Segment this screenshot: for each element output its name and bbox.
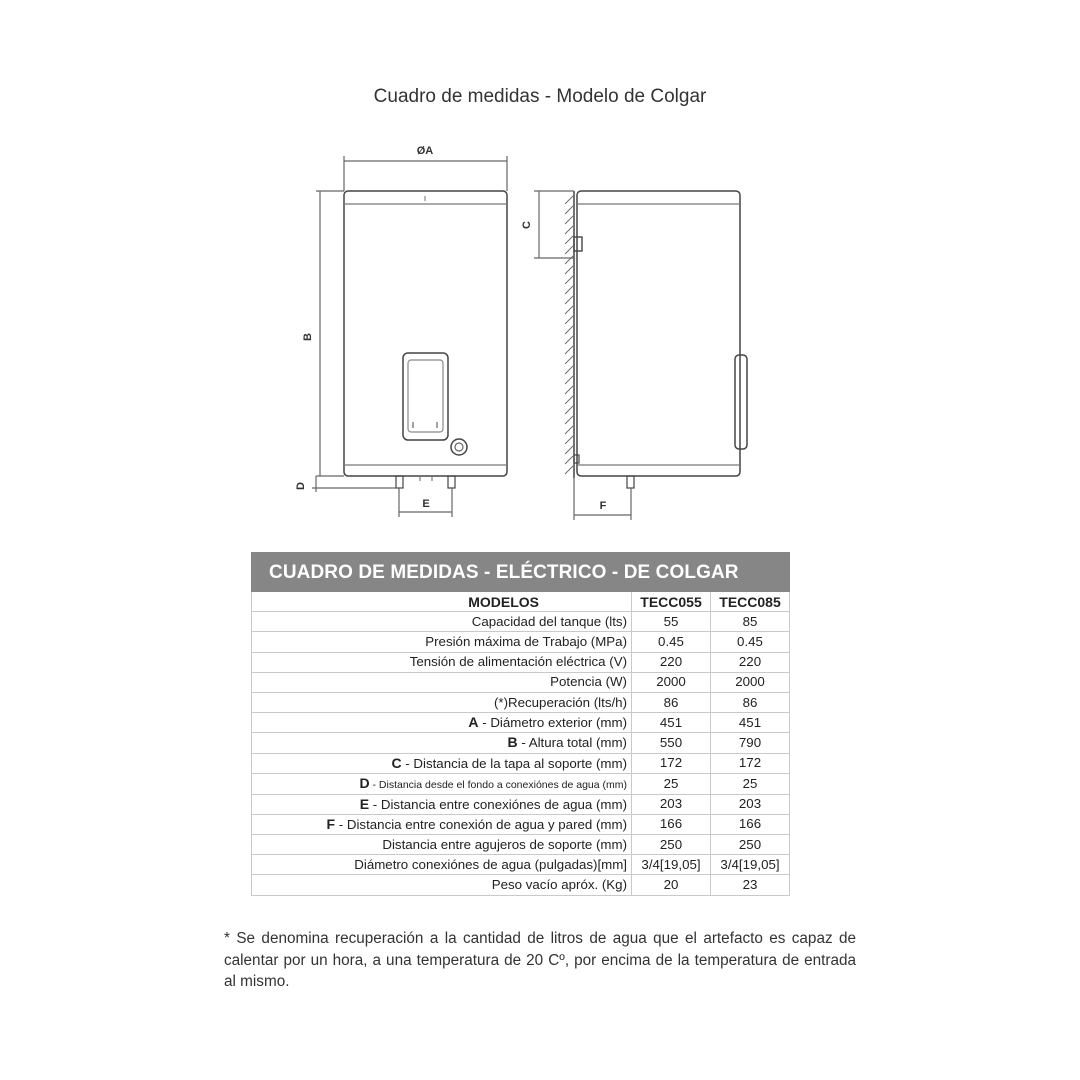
row-value: 2000: [711, 672, 790, 692]
table-row: [252, 753, 790, 773]
dimension-key: C: [391, 754, 402, 771]
wall-hatching: [565, 196, 573, 474]
specs-table: [251, 592, 790, 896]
row-label-text: Distancia entre agujeros de soporte (mm): [382, 836, 627, 852]
row-label-text: Potencia (W): [550, 674, 627, 690]
row-label: [252, 733, 632, 753]
label-b: B: [302, 333, 314, 341]
table-row: [252, 733, 790, 753]
models-header: MODELOS: [252, 592, 632, 612]
dimension-key: A: [468, 714, 479, 731]
row-value: 3/4[19,05]: [711, 855, 790, 875]
row-value: 3/4[19,05]: [632, 855, 711, 875]
row-value: 172: [711, 753, 790, 773]
row-value: 250: [632, 835, 711, 855]
table-header-row: [252, 592, 790, 612]
row-value: 172: [632, 753, 711, 773]
side-water-connection: [627, 476, 634, 488]
table-row: [252, 672, 790, 692]
row-label-text: Peso vacío apróx. (Kg): [491, 877, 627, 893]
specs-table-container: [251, 552, 790, 896]
row-value: 203: [632, 794, 711, 814]
table-row: [252, 773, 790, 794]
row-label: [252, 753, 632, 773]
row-label: [252, 855, 632, 875]
label-f: F: [599, 500, 607, 512]
row-value: 86: [711, 692, 790, 712]
row-label: [252, 713, 632, 733]
row-label-text: - Altura total (mm): [517, 735, 627, 751]
model-header: TECC055: [632, 592, 711, 612]
row-label: [252, 794, 632, 814]
support-bracket: [574, 237, 582, 251]
row-value: 0.45: [711, 632, 790, 652]
label-e: E: [422, 498, 430, 510]
row-label-text: - Diámetro exterior (mm): [478, 715, 627, 731]
table-row: [252, 875, 790, 895]
row-label: [252, 835, 632, 855]
row-value: 86: [632, 692, 711, 712]
row-label: [252, 652, 632, 672]
row-value: 203: [711, 794, 790, 814]
water-outlet: [448, 476, 455, 488]
row-value: 220: [632, 652, 711, 672]
footnote: * Se denomina recuperación a la cantidad de litros de agua que el artefacto es capaz de calentar por un hora, a una temperatura de 20 Cº, por encima de la temperatura de entrada al mismo.: [224, 930, 856, 990]
label-d: D: [295, 482, 307, 490]
side-view: [534, 191, 747, 520]
row-label: [252, 814, 632, 834]
thermostat-knob: [451, 439, 467, 455]
row-value: 85: [711, 612, 790, 632]
row-value: 25: [632, 773, 711, 794]
specs-table-title: CUADRO DE MEDIDAS - ELÉCTRICO - DE COLGAR: [251, 552, 790, 592]
water-inlet: [396, 476, 403, 488]
table-row: [252, 652, 790, 672]
row-value: 451: [711, 713, 790, 733]
side-control-panel: [735, 355, 747, 449]
row-label-text: Presión máxima de Trabajo (MPa): [425, 633, 627, 649]
front-tank-body: [344, 191, 507, 476]
dimension-key: F: [326, 815, 336, 832]
table-row: [252, 814, 790, 834]
row-value: 0.45: [632, 632, 711, 652]
row-value: 550: [632, 733, 711, 753]
row-value: 25: [711, 773, 790, 794]
table-row: [252, 612, 790, 632]
row-value: 250: [711, 835, 790, 855]
dimension-key: B: [507, 734, 518, 751]
row-label: [252, 875, 632, 895]
row-label: [252, 612, 632, 632]
row-label-text: Diámetro conexiónes de agua (pulgadas)[mm]: [354, 856, 627, 872]
table-row: [252, 835, 790, 855]
model-header: TECC085: [711, 592, 790, 612]
label-diameter-a: ØA: [416, 145, 434, 157]
row-label-text: - Distancia de la tapa al soporte (mm): [401, 755, 627, 771]
row-value: 55: [632, 612, 711, 632]
row-value: 790: [711, 733, 790, 753]
row-label: [252, 692, 632, 712]
row-value: 20: [632, 875, 711, 895]
row-value: 220: [711, 652, 790, 672]
row-label-text: Tensión de alimentación eléctrica (V): [409, 654, 627, 670]
front-view: [312, 156, 507, 517]
row-label: [252, 632, 632, 652]
row-label-text: (*)Recuperación (lts/h): [493, 694, 627, 710]
table-row: [252, 794, 790, 814]
dimension-key: D: [359, 774, 370, 791]
table-row: [252, 855, 790, 875]
row-label: [252, 773, 632, 794]
row-label-text: - Distancia entre conexión de agua y pared (mm): [335, 816, 627, 832]
table-row: [252, 632, 790, 652]
diagram-title: Cuadro de medidas - Modelo de Colgar: [373, 86, 707, 107]
row-label-text: Capacidad del tanque (lts): [471, 613, 627, 629]
row-value: 2000: [632, 672, 711, 692]
dimension-key: E: [359, 795, 370, 812]
row-value: 166: [632, 814, 711, 834]
row-value: 451: [632, 713, 711, 733]
row-label-text: - Distancia entre conexiónes de agua (mm): [369, 796, 627, 812]
row-label-text: - Distancia desde el fondo a conexiónes de agua (mm): [369, 778, 627, 791]
row-label: [252, 672, 632, 692]
row-value: 166: [711, 814, 790, 834]
row-value: 23: [711, 875, 790, 895]
control-panel: [403, 353, 448, 440]
table-row: [252, 692, 790, 712]
label-c: C: [521, 221, 533, 229]
table-row: [252, 713, 790, 733]
side-tank-body: [577, 191, 740, 476]
